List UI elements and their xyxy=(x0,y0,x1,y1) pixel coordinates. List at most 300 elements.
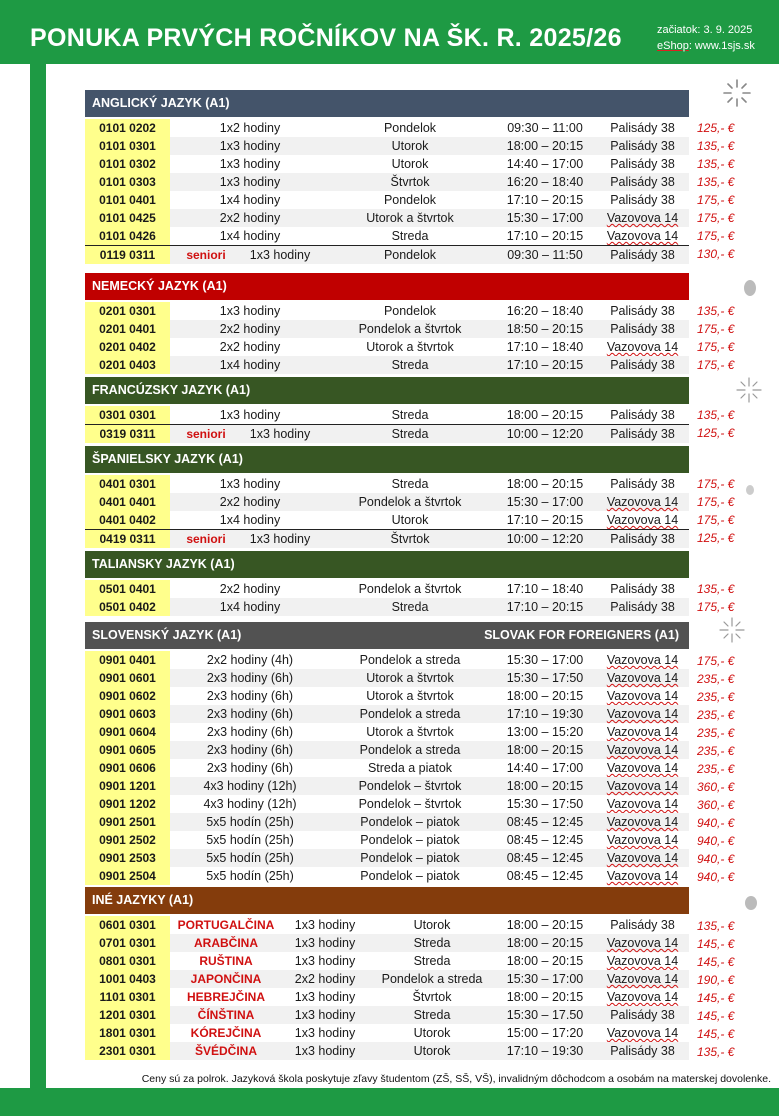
course-code: 0901 0604 xyxy=(85,723,170,741)
course-code: 0901 2501 xyxy=(85,813,170,831)
section-title: TALIANSKY JAZYK (A1) xyxy=(92,557,235,571)
course-code: 0101 0425 xyxy=(85,209,170,227)
course-price: 175,- € xyxy=(697,600,735,614)
course-row xyxy=(85,406,689,424)
course-price: 135,- € xyxy=(697,919,735,933)
section-header xyxy=(85,446,689,473)
course-day: Utorok a štvrtok xyxy=(366,689,454,703)
footer-note: Ceny sú za polrok. Jazyková škola poskytuje zľavy študentom (ZŠ, SŠ, VŠ), invalidným dôchodcom a osobám na materskej dovolenke. xyxy=(141,1073,771,1085)
course-place: Vazovova 14 xyxy=(606,211,679,225)
course-time: 17:10 – 20:15 xyxy=(506,600,584,614)
course-price: 145,- € xyxy=(697,991,735,1005)
course-price: 130,- € xyxy=(697,247,735,261)
course-hours: 2x3 hodiny (6h) xyxy=(206,671,294,685)
course-place: Vazovova 14 xyxy=(606,707,679,721)
section-title: NEMECKÝ JAZYK (A1) xyxy=(92,279,227,293)
course-time: 17:10 – 18:40 xyxy=(506,340,584,354)
course-row xyxy=(85,598,689,616)
course-place: Palisády 38 xyxy=(610,175,675,189)
course-price: 175,- € xyxy=(697,358,735,372)
course-price: 360,- € xyxy=(697,780,735,794)
course-code: 1101 0301 xyxy=(85,988,170,1006)
course-hours: 2x2 hodiny (4h) xyxy=(206,653,294,667)
course-hours: 2x2 hodiny xyxy=(294,972,356,986)
course-row xyxy=(85,916,689,934)
course-day: Utorok a štvrtok xyxy=(366,340,454,354)
course-hours: 1x3 hodiny xyxy=(219,304,281,318)
course-time: 17:10 – 19:30 xyxy=(506,707,584,721)
course-code: 0101 0303 xyxy=(85,173,170,191)
course-place: Palisády 38 xyxy=(610,427,675,441)
section-header xyxy=(85,622,689,649)
language-name: ŠVÉDČINA xyxy=(194,1044,257,1058)
course-hours: 1x4 hodiny xyxy=(219,193,281,207)
course-day: Štvrtok xyxy=(390,175,430,189)
course-time: 09:30 – 11:00 xyxy=(507,121,583,135)
course-row xyxy=(85,173,689,191)
course-time: 15:30 – 17:00 xyxy=(506,972,584,986)
course-code: 0501 0401 xyxy=(85,580,170,598)
course-price: 235,- € xyxy=(697,726,735,740)
header-info xyxy=(657,22,755,54)
section-header xyxy=(85,887,689,914)
course-day: Streda xyxy=(413,1008,451,1022)
course-row xyxy=(85,493,689,511)
course-row xyxy=(85,867,689,885)
course-hours: 1x4 hodiny xyxy=(219,513,281,527)
senior-label: seniori xyxy=(186,427,226,441)
course-price: 175,- € xyxy=(697,477,735,491)
course-row xyxy=(85,1006,689,1024)
course-day: Pondelok a streda xyxy=(359,743,461,757)
course-place: Palisády 38 xyxy=(610,918,675,932)
course-row xyxy=(85,580,689,598)
course-code: 0901 0603 xyxy=(85,705,170,723)
course-code: 0901 0606 xyxy=(85,759,170,777)
course-day: Pondelok – štvrtok xyxy=(358,797,462,811)
course-place: Vazovova 14 xyxy=(606,653,679,667)
course-time: 09:30 – 11:50 xyxy=(507,248,583,262)
course-hours: 2x2 hodiny xyxy=(219,211,281,225)
course-price: 175,- € xyxy=(697,193,735,207)
course-day: Streda xyxy=(391,600,429,614)
course-day: Štvrtok xyxy=(390,532,430,546)
course-row xyxy=(85,191,689,209)
course-code: 0401 0401 xyxy=(85,493,170,511)
course-price: 175,- € xyxy=(697,654,735,668)
course-code: 0901 2502 xyxy=(85,831,170,849)
course-price: 135,- € xyxy=(697,175,735,189)
course-place: Vazovova 14 xyxy=(606,725,679,739)
course-row xyxy=(85,705,689,723)
course-place: Vazovova 14 xyxy=(606,954,679,968)
course-code: 0901 0601 xyxy=(85,669,170,687)
course-place: Vazovova 14 xyxy=(606,761,679,775)
course-price: 235,- € xyxy=(697,762,735,776)
course-time: 18:00 – 20:15 xyxy=(506,779,584,793)
course-time: 16:20 – 18:40 xyxy=(506,304,584,318)
course-section xyxy=(85,622,689,885)
course-code: 0701 0301 xyxy=(85,934,170,952)
section-header xyxy=(85,551,689,578)
course-row xyxy=(85,475,689,493)
section-header xyxy=(85,90,689,117)
course-price: 175,- € xyxy=(697,211,735,225)
course-time: 15:30 – 17.50 xyxy=(506,1008,584,1022)
course-time: 17:10 – 18:40 xyxy=(506,582,584,596)
course-section xyxy=(85,377,689,443)
course-row xyxy=(85,970,689,988)
course-hours: 2x3 hodiny (6h) xyxy=(206,725,294,739)
course-hours: 1x3 hodiny xyxy=(219,157,281,171)
course-code: 0901 1202 xyxy=(85,795,170,813)
course-day: Pondelok a streda xyxy=(359,707,461,721)
course-price: 235,- € xyxy=(697,672,735,686)
course-code: 0901 0401 xyxy=(85,651,170,669)
course-time: 15:30 – 17:00 xyxy=(506,653,584,667)
senior-label: seniori xyxy=(186,248,226,262)
course-code: 0601 0301 xyxy=(85,916,170,934)
language-name: JAPONČINA xyxy=(190,972,262,986)
course-hours: 5x5 hodín (25h) xyxy=(206,851,294,865)
course-hours: 1x4 hodiny xyxy=(219,358,281,372)
course-day: Pondelok xyxy=(383,304,437,318)
course-place: Palisády 38 xyxy=(610,1044,675,1058)
course-hours: 2x3 hodiny (6h) xyxy=(206,707,294,721)
course-price: 145,- € xyxy=(697,1027,735,1041)
course-day: Štvrtok xyxy=(412,990,452,1004)
course-day: Utorok xyxy=(413,1044,451,1058)
course-day: Streda xyxy=(391,229,429,243)
course-row xyxy=(85,1042,689,1060)
course-price: 125,- € xyxy=(697,121,735,135)
course-time: 18:00 – 20:15 xyxy=(506,936,584,950)
course-day: Pondelok a štvrtok xyxy=(358,322,462,336)
course-row xyxy=(85,651,689,669)
course-hours: 2x3 hodiny (6h) xyxy=(206,743,294,757)
course-hours: 2x3 hodiny (6h) xyxy=(206,689,294,703)
course-price: 235,- € xyxy=(697,744,735,758)
course-place: Palisády 38 xyxy=(610,139,675,153)
course-time: 13:00 – 15:20 xyxy=(506,725,584,739)
course-code: 0901 2503 xyxy=(85,849,170,867)
course-place: Vazovova 14 xyxy=(606,513,679,527)
course-row xyxy=(85,759,689,777)
course-row xyxy=(85,777,689,795)
course-hours: 1x3 hodiny xyxy=(294,1044,356,1058)
course-day: Streda xyxy=(391,477,429,491)
course-hours: 1x3 hodiny xyxy=(294,1026,356,1040)
footer-bar xyxy=(0,1088,779,1116)
course-price: 175,- € xyxy=(697,340,735,354)
course-time: 15:00 – 17:20 xyxy=(506,1026,584,1040)
course-time: 08:45 – 12:45 xyxy=(506,851,584,865)
course-time: 18:00 – 20:15 xyxy=(506,139,584,153)
course-price: 940,- € xyxy=(697,852,735,866)
section-subtitle: SLOVAK FOR FOREIGNERS (A1) xyxy=(484,628,679,642)
course-place: Vazovova 14 xyxy=(606,1026,679,1040)
course-day: Pondelok a streda xyxy=(381,972,483,986)
course-day: Utorok xyxy=(413,1026,451,1040)
course-time: 18:00 – 20:15 xyxy=(506,689,584,703)
course-hours: 1x3 hodiny xyxy=(294,954,356,968)
course-time: 15:30 – 17:00 xyxy=(506,211,584,225)
course-section xyxy=(85,90,689,264)
course-place: Vazovova 14 xyxy=(606,797,679,811)
course-row xyxy=(85,245,689,264)
course-hours: 5x5 hodín (25h) xyxy=(206,815,294,829)
course-row xyxy=(85,137,689,155)
course-price: 175,- € xyxy=(697,229,735,243)
course-hours: 1x3 hodiny xyxy=(294,1008,356,1022)
course-code: 0901 1201 xyxy=(85,777,170,795)
course-hours: 2x3 hodiny (6h) xyxy=(206,761,294,775)
course-price: 125,- € xyxy=(697,531,735,545)
course-price: 135,- € xyxy=(697,1045,735,1059)
course-row xyxy=(85,119,689,137)
course-hours: 2x2 hodiny xyxy=(219,322,281,336)
course-section xyxy=(85,273,689,374)
course-place: Palisády 38 xyxy=(610,322,675,336)
course-day: Utorok a štvrtok xyxy=(366,671,454,685)
section-header xyxy=(85,273,689,300)
course-hours: 1x3 hodiny xyxy=(249,532,311,546)
course-code: 1801 0301 xyxy=(85,1024,170,1042)
course-place: Vazovova 14 xyxy=(606,743,679,757)
senior-label: seniori xyxy=(186,532,226,546)
course-price: 175,- € xyxy=(697,495,735,509)
course-time: 18:00 – 20:15 xyxy=(506,990,584,1004)
course-price: 940,- € xyxy=(697,834,735,848)
course-price: 135,- € xyxy=(697,157,735,171)
course-hours: 1x3 hodiny xyxy=(249,248,311,262)
course-time: 17:10 – 20:15 xyxy=(506,513,584,527)
course-day: Utorok xyxy=(413,918,451,932)
course-row xyxy=(85,741,689,759)
course-time: 17:10 – 20:15 xyxy=(506,358,584,372)
course-hours: 5x5 hodín (25h) xyxy=(206,833,294,847)
course-row xyxy=(85,529,689,548)
course-row xyxy=(85,795,689,813)
course-hours: 1x4 hodiny xyxy=(219,600,281,614)
course-code: 0201 0402 xyxy=(85,338,170,356)
course-day: Pondelok xyxy=(383,121,437,135)
course-code: 0101 0401 xyxy=(85,191,170,209)
course-price: 360,- € xyxy=(697,798,735,812)
course-time: 08:45 – 12:45 xyxy=(506,833,584,847)
course-code: 0901 0605 xyxy=(85,741,170,759)
course-day: Streda xyxy=(413,954,451,968)
course-day: Pondelok – piatok xyxy=(360,869,460,883)
language-name: ČÍNŠTINA xyxy=(197,1008,255,1022)
course-code: 0901 2504 xyxy=(85,867,170,885)
course-day: Utorok xyxy=(391,513,429,527)
course-code: 0201 0401 xyxy=(85,320,170,338)
course-row xyxy=(85,952,689,970)
course-day: Streda a piatok xyxy=(367,761,453,775)
course-row xyxy=(85,320,689,338)
course-place: Vazovova 14 xyxy=(606,833,679,847)
course-hours: 2x2 hodiny xyxy=(219,340,281,354)
course-code: 0401 0402 xyxy=(85,511,170,529)
course-hours: 1x3 hodiny xyxy=(219,139,281,153)
course-day: Utorok xyxy=(391,139,429,153)
course-place: Palisády 38 xyxy=(610,600,675,614)
course-day: Pondelok a štvrtok xyxy=(358,495,462,509)
course-price: 190,- € xyxy=(697,973,735,987)
course-place: Vazovova 14 xyxy=(606,671,679,685)
sparkle-icon xyxy=(734,375,764,405)
course-day: Utorok a štvrtok xyxy=(366,211,454,225)
course-time: 18:00 – 20:15 xyxy=(506,408,584,422)
course-price: 235,- € xyxy=(697,708,735,722)
course-place: Palisády 38 xyxy=(610,408,675,422)
course-day: Streda xyxy=(391,408,429,422)
eshop-url[interactable]: : www.1sjs.sk xyxy=(688,40,755,52)
course-time: 15:30 – 17:00 xyxy=(506,495,584,509)
course-section xyxy=(85,887,689,1060)
course-hours: 1x3 hodiny xyxy=(249,427,311,441)
course-code: 0201 0403 xyxy=(85,356,170,374)
section-title: ANGLICKÝ JAZYK (A1) xyxy=(92,96,230,110)
course-price: 145,- € xyxy=(697,937,735,951)
sparkle-icon xyxy=(718,616,746,644)
start-date: začiatok: 3. 9. 2025 xyxy=(657,24,753,36)
course-code: 0901 0602 xyxy=(85,687,170,705)
course-day: Utorok a štvrtok xyxy=(366,725,454,739)
course-code: 0101 0301 xyxy=(85,137,170,155)
course-time: 18:00 – 20:15 xyxy=(506,954,584,968)
course-time: 17:10 – 20:15 xyxy=(506,229,584,243)
course-code: 0119 0311 xyxy=(85,246,170,264)
course-price: 135,- € xyxy=(697,582,735,596)
course-time: 17:10 – 20:15 xyxy=(506,193,584,207)
course-price: 145,- € xyxy=(697,1009,735,1023)
course-day: Utorok xyxy=(391,157,429,171)
course-price: 135,- € xyxy=(697,408,735,422)
course-code: 0401 0301 xyxy=(85,475,170,493)
course-time: 10:00 – 12:20 xyxy=(506,532,584,546)
course-code: 0101 0202 xyxy=(85,119,170,137)
course-price: 125,- € xyxy=(697,426,735,440)
course-time: 18:00 – 20:15 xyxy=(506,918,584,932)
course-row xyxy=(85,934,689,952)
course-place: Vazovova 14 xyxy=(606,869,679,883)
course-place: Vazovova 14 xyxy=(606,340,679,354)
dot-icon xyxy=(744,895,758,911)
course-place: Palisády 38 xyxy=(610,248,675,262)
course-day: Pondelok – piatok xyxy=(360,833,460,847)
course-place: Vazovova 14 xyxy=(606,990,679,1004)
course-code: 0801 0301 xyxy=(85,952,170,970)
course-time: 15:30 – 17:50 xyxy=(506,797,584,811)
course-day: Pondelok – štvrtok xyxy=(358,779,462,793)
course-hours: 1x2 hodiny xyxy=(219,121,281,135)
course-hours: 2x2 hodiny xyxy=(219,582,281,596)
course-place: Palisády 38 xyxy=(610,304,675,318)
course-price: 235,- € xyxy=(697,690,735,704)
course-place: Vazovova 14 xyxy=(606,779,679,793)
course-place: Vazovova 14 xyxy=(606,815,679,829)
course-hours: 4x3 hodiny (12h) xyxy=(203,779,297,793)
section-title: FRANCÚZSKY JAZYK (A1) xyxy=(92,383,251,397)
course-place: Palisády 38 xyxy=(610,477,675,491)
course-place: Palisády 38 xyxy=(610,1008,675,1022)
course-price: 940,- € xyxy=(697,816,735,830)
course-row xyxy=(85,723,689,741)
course-price: 145,- € xyxy=(697,955,735,969)
course-code: 0419 0311 xyxy=(85,530,170,548)
course-day: Pondelok a streda xyxy=(359,653,461,667)
language-name: RUŠTINA xyxy=(199,954,253,968)
course-section xyxy=(85,446,689,548)
course-price: 175,- € xyxy=(697,513,735,527)
eshop-line[interactable] xyxy=(657,38,755,54)
course-price: 135,- € xyxy=(697,304,735,318)
course-code: 0101 0302 xyxy=(85,155,170,173)
course-day: Streda xyxy=(413,936,451,950)
course-price: 175,- € xyxy=(697,322,735,336)
course-code: 0201 0301 xyxy=(85,302,170,320)
course-time: 17:10 – 19:30 xyxy=(506,1044,584,1058)
course-time: 08:45 – 12:45 xyxy=(506,869,584,883)
language-name: KÓREJČINA xyxy=(190,1026,262,1040)
course-time: 16:20 – 18:40 xyxy=(506,175,584,189)
course-hours: 1x3 hodiny xyxy=(219,477,281,491)
course-place: Palisády 38 xyxy=(610,358,675,372)
course-code: 0301 0301 xyxy=(85,406,170,424)
course-code: 1201 0301 xyxy=(85,1006,170,1024)
course-row xyxy=(85,1024,689,1042)
course-place: Palisády 38 xyxy=(610,582,675,596)
course-hours: 1x3 hodiny xyxy=(294,990,356,1004)
course-hours: 1x3 hodiny xyxy=(294,936,356,950)
course-row xyxy=(85,669,689,687)
course-hours: 5x5 hodín (25h) xyxy=(206,869,294,883)
course-time: 18:50 – 20:15 xyxy=(506,322,584,336)
language-name: ARABČINA xyxy=(194,936,258,950)
course-place: Vazovova 14 xyxy=(606,495,679,509)
course-day: Pondelok – piatok xyxy=(360,815,460,829)
language-name: PORTUGALČINA xyxy=(177,918,275,932)
course-place: Vazovova 14 xyxy=(606,689,679,703)
page-title: PONUKA PRVÝCH ROČNÍKOV NA ŠK. R. 2025/26 xyxy=(30,24,622,52)
course-place: Palisády 38 xyxy=(610,157,675,171)
course-price: 135,- € xyxy=(697,139,735,153)
course-code: 2301 0301 xyxy=(85,1042,170,1060)
course-section xyxy=(85,551,689,616)
course-day: Streda xyxy=(391,358,429,372)
course-place: Palisády 38 xyxy=(610,121,675,135)
course-hours: 1x4 hodiny xyxy=(219,229,281,243)
section-title: INÉ JAZYKY (A1) xyxy=(92,893,194,907)
language-name: HEBREJČINA xyxy=(186,990,265,1004)
section-title: SLOVENSKÝ JAZYK (A1) xyxy=(92,628,242,642)
course-place: Vazovova 14 xyxy=(606,229,679,243)
course-row xyxy=(85,988,689,1006)
course-time: 18:00 – 20:15 xyxy=(506,743,584,757)
course-hours: 1x3 hodiny xyxy=(219,408,281,422)
course-day: Pondelok xyxy=(383,193,437,207)
course-day: Streda xyxy=(391,427,429,441)
course-row xyxy=(85,155,689,173)
course-time: 18:00 – 20:15 xyxy=(506,477,584,491)
course-place: Vazovova 14 xyxy=(606,972,679,986)
course-row xyxy=(85,687,689,705)
course-time: 10:00 – 12:20 xyxy=(506,427,584,441)
sparkle-icon xyxy=(722,78,752,108)
course-time: 08:45 – 12:45 xyxy=(506,815,584,829)
